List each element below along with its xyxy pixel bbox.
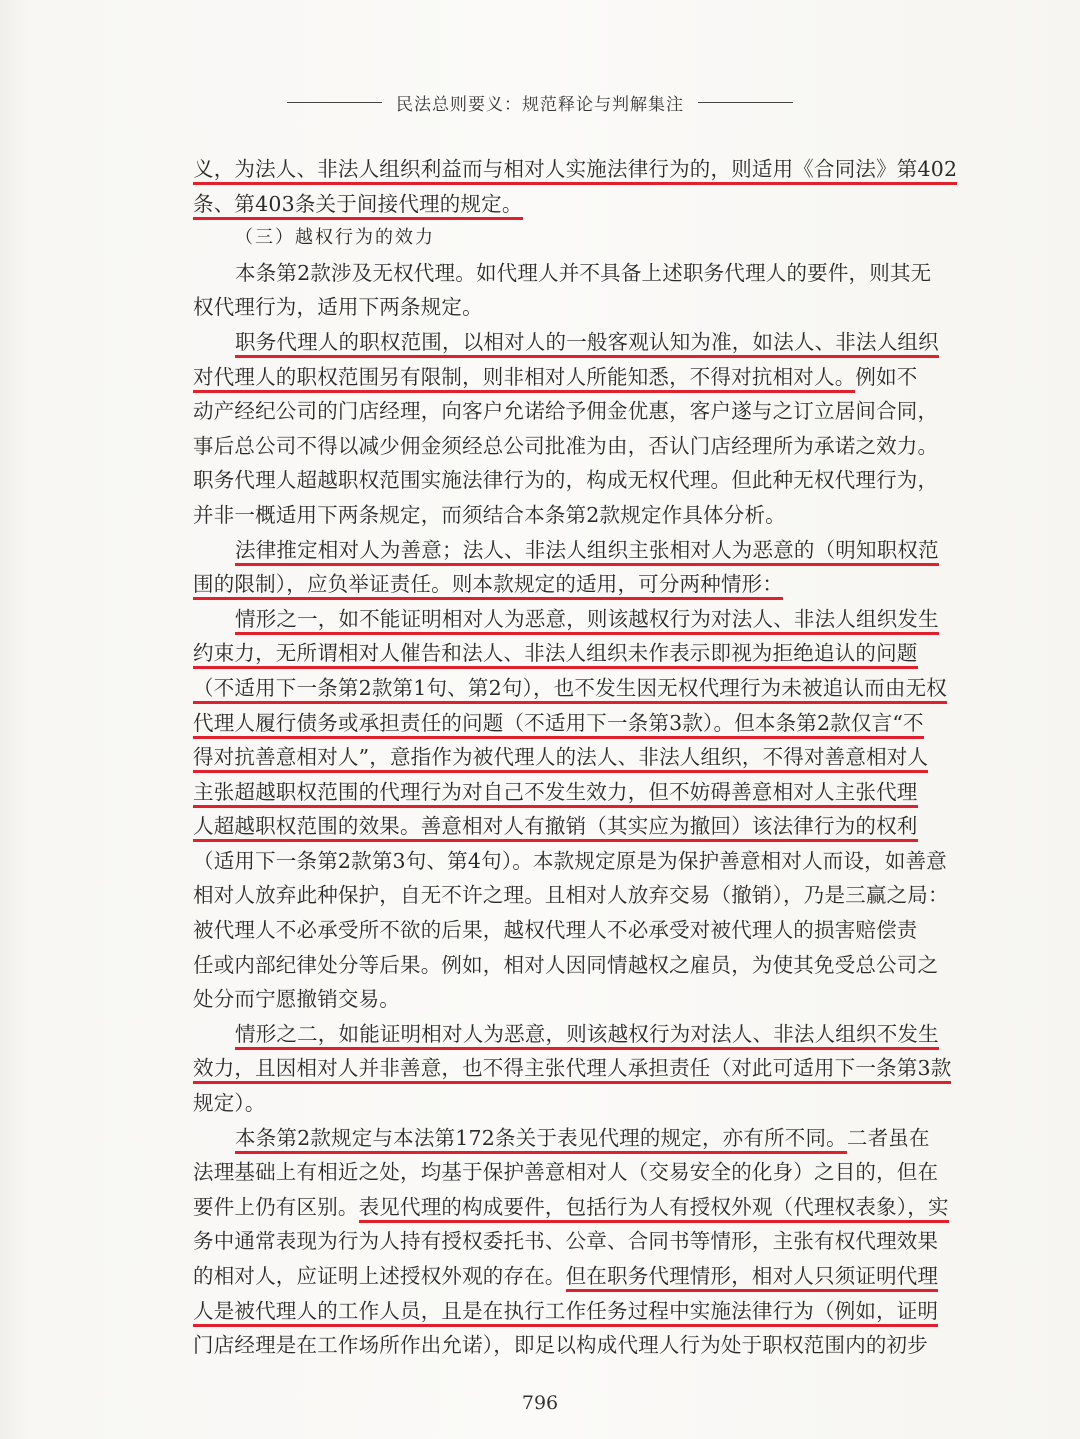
plain-text: （适用下一条第2款第3句、第4句）。本款规定原是为保护善意相对人而设，如善意 [193, 848, 947, 873]
plain-text: 规定）。 [193, 1091, 266, 1116]
plain-text: 门店经理是在工作场所作出允诺），即足以构成代理人行为处于职权范围内的初步 [193, 1333, 928, 1358]
text-line [193, 1086, 985, 1121]
page-number: 796 [521, 1392, 559, 1414]
plain-text: 例如不 [855, 364, 918, 389]
text-line [193, 360, 985, 395]
plain-text: 处分而宁愿撤销交易。 [193, 987, 400, 1012]
text-line [193, 809, 985, 844]
plain-text: 事后总公司不得以减少佣金须经总公司批准为由，否认门店经理所为承诺之效力。 [193, 433, 939, 458]
text-line [193, 533, 985, 568]
plain-text: 任或内部纪律处分等后果。例如，相对人因同情越权之雇员，为使其免受总公司之 [193, 952, 939, 977]
running-header [0, 88, 1080, 116]
page-body [193, 152, 985, 1363]
text-line [193, 740, 985, 775]
plain-text: 二者虽在 [846, 1125, 930, 1150]
text-line [193, 325, 985, 360]
text-line [193, 429, 985, 464]
plain-text: 的相对人，应证明上述授权外观的存在。 [193, 1264, 566, 1288]
plain-text: 法理基础上有相近之处，均基于保护善意相对人（交易安全的化身）之目的，但在 [193, 1160, 939, 1185]
text-line [193, 636, 985, 671]
underlined-text: （不适用下一条第2款第1句、第2句），也不发生因无权代理行为未被追认而由无权 [193, 676, 947, 704]
plain-text: 权代理行为，适用下两条规定。 [193, 295, 483, 320]
underlined-text: 本条第2款规定与本法第172条关于表见代理的规定，亦有所不同。 [235, 1126, 847, 1154]
text-line [193, 775, 985, 810]
underlined-text: 表见代理的构成要件，包括行为人有授权外观（代理权表象），实 [359, 1195, 949, 1223]
text-line [193, 256, 985, 291]
plain-text: 相对人放弃此种保护，自无不许之理。且相对人放弃交易（撤销），乃是三赢之局： [193, 883, 949, 908]
underlined-text: 条、第403条关于间接代理的规定。 [193, 192, 523, 220]
underlined-text: 效力，且因相对人并非善意，也不得主张代理人承担责任（对此可适用下一条第3款 [193, 1056, 951, 1084]
text-line [193, 187, 985, 222]
plain-text: 动产经纪公司的门店经理，向客户允诺给予佣金优惠，客户遂与之订立居间合同， [193, 399, 939, 424]
header-rule-left [287, 102, 382, 103]
text-line [193, 671, 985, 706]
underlined-text: 约束力，无所谓相对人催告和法人、非法人组织未作表示即视为拒绝追认的问题 [193, 641, 918, 669]
text-line [193, 878, 985, 913]
text-line [193, 394, 985, 429]
underlined-text: 职务代理人的职权范围，以相对人的一般客观认知为准，如法人、非法人组织 [235, 330, 939, 358]
text-line [193, 1017, 985, 1052]
text-line [193, 152, 985, 187]
section-heading [193, 221, 985, 256]
text-line [193, 1121, 985, 1156]
text-line [193, 1190, 985, 1225]
text-line [193, 1294, 985, 1329]
underlined-text: 主张超越职权范围的代理行为对自己不发生效力，但不妨碍善意相对人主张代理 [193, 780, 918, 808]
text-line [193, 948, 985, 983]
underlined-text: 围的限制），应负举证责任。则本款规定的适用，可分两种情形： [193, 572, 783, 600]
text-line [193, 1155, 985, 1190]
plain-text: 职务代理人超越职权范围实施法律行为的，构成无权代理。但此种无权代理行为， [193, 468, 939, 493]
text-line [193, 982, 985, 1017]
text-line [193, 463, 985, 498]
underlined-text: 对代理人的职权范围另有限制，则非相对人所能知悉，不得对抗相对人。 [193, 365, 855, 393]
underlined-text: 得对抗善意相对人”，意指作为被代理人的法人、非法人组织，不得对善意相对人 [193, 745, 928, 773]
underlined-text: 人是被代理人的工作人员，且是在执行工作任务过程中实施法律行为（例如，证明 [193, 1299, 938, 1327]
plain-text: 要件上仍有区别。 [193, 1194, 359, 1219]
header-title: 民法总则要义：规范释论与判解集注 [396, 94, 684, 115]
underlined-text: 人超越职权范围的效果。善意相对人有撤销（其实应为撤回）该法律行为的权利 [193, 814, 918, 842]
underlined-text: 代理人履行债务或承担责任的问题（不适用下一条第3款）。但本条第2款仅言“不 [193, 711, 924, 739]
underlined-text: 但在职务代理情形，相对人只须证明代理 [566, 1264, 939, 1292]
text-line [193, 1328, 985, 1363]
text-line [193, 844, 985, 879]
plain-text: 务中通常表现为行为人持有授权委托书、公章、合同书等情形，主张有权代理效果 [193, 1229, 939, 1254]
text-line [193, 567, 985, 602]
text-line [193, 602, 985, 637]
text-line [193, 1259, 985, 1294]
plain-text: 被代理人不必承受所不欲的后果，越权代理人不必承受对被代理人的损害赔偿责 [193, 918, 918, 943]
text-line [193, 1224, 985, 1259]
text-line [193, 913, 985, 948]
text-line [193, 1051, 985, 1086]
plain-text: （三）越权行为的效力 [235, 227, 435, 249]
underlined-text: 义，为法人、非法人组织利益而与相对人实施法律行为的，则适用《合同法》第402 [193, 157, 957, 185]
underlined-text: 情形之一，如不能证明相对人为恶意，则该越权行为对法人、非法人组织发生 [235, 607, 939, 635]
underlined-text: 法律推定相对人为善意；法人、非法人组织主张相对人为恶意的（明知职权范 [235, 538, 939, 566]
header-rule-right [698, 102, 793, 103]
text-line [193, 498, 985, 533]
text-line [193, 706, 985, 741]
plain-text: 并非一概适用下两条规定，而须结合本条第2款规定作具体分析。 [193, 502, 786, 527]
text-line [193, 290, 985, 325]
underlined-text: 情形之二，如能证明相对人为恶意，则该越权行为对法人、非法人组织不发生 [235, 1022, 939, 1050]
plain-text: 本条第2款涉及无权代理。如代理人并不具备上述职务代理人的要件，则其无 [235, 260, 932, 285]
